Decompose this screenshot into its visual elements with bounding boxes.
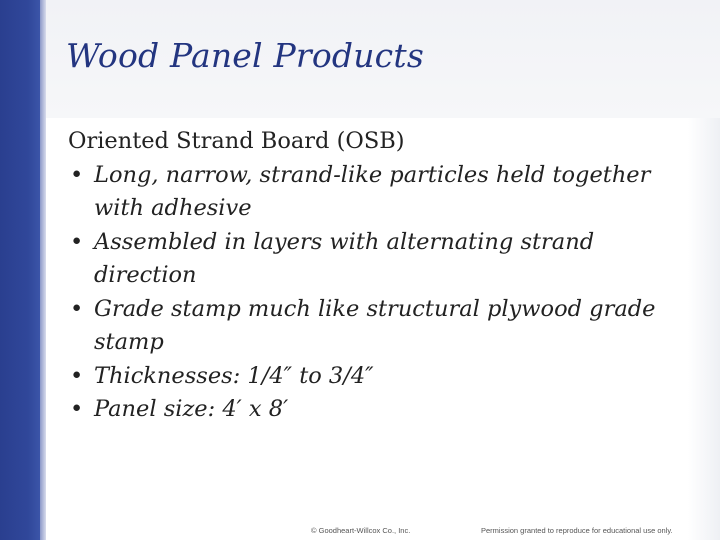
footer-copyright: © Goodheart-Willcox Co., Inc. xyxy=(311,526,411,535)
bullet-marker: • xyxy=(70,295,84,322)
bullet-item xyxy=(68,159,678,226)
slide-title: Wood Panel Products xyxy=(66,36,424,75)
bullet-item xyxy=(68,360,678,394)
bullet-marker: • xyxy=(70,161,84,188)
left-accent-bar xyxy=(0,0,40,540)
bullet-text: Assembled in layers with alternating strand direction xyxy=(94,228,595,288)
slide-content xyxy=(68,125,678,427)
right-edge-shade xyxy=(688,118,720,540)
bullet-marker: • xyxy=(70,228,84,255)
bullet-list xyxy=(68,159,678,427)
bullet-text: Grade stamp much like structural plywood grade stamp xyxy=(94,295,656,355)
bullet-text: Thicknesses: 1/4″ to 3/4″ xyxy=(94,362,374,389)
bullet-item xyxy=(68,226,678,293)
footer-permission: Permission granted to reproduce for educational use only. xyxy=(481,526,673,535)
bullet-marker: • xyxy=(70,362,84,389)
bullet-item xyxy=(68,393,678,427)
bullet-text: Panel size: 4′ x 8′ xyxy=(94,396,289,422)
bullet-item xyxy=(68,293,678,360)
bullet-marker: • xyxy=(70,396,84,422)
bullet-text: Long, narrow, strand-like particles held together with adhesive xyxy=(94,161,651,221)
slide-subtitle: Oriented Strand Board (OSB) xyxy=(68,128,405,154)
